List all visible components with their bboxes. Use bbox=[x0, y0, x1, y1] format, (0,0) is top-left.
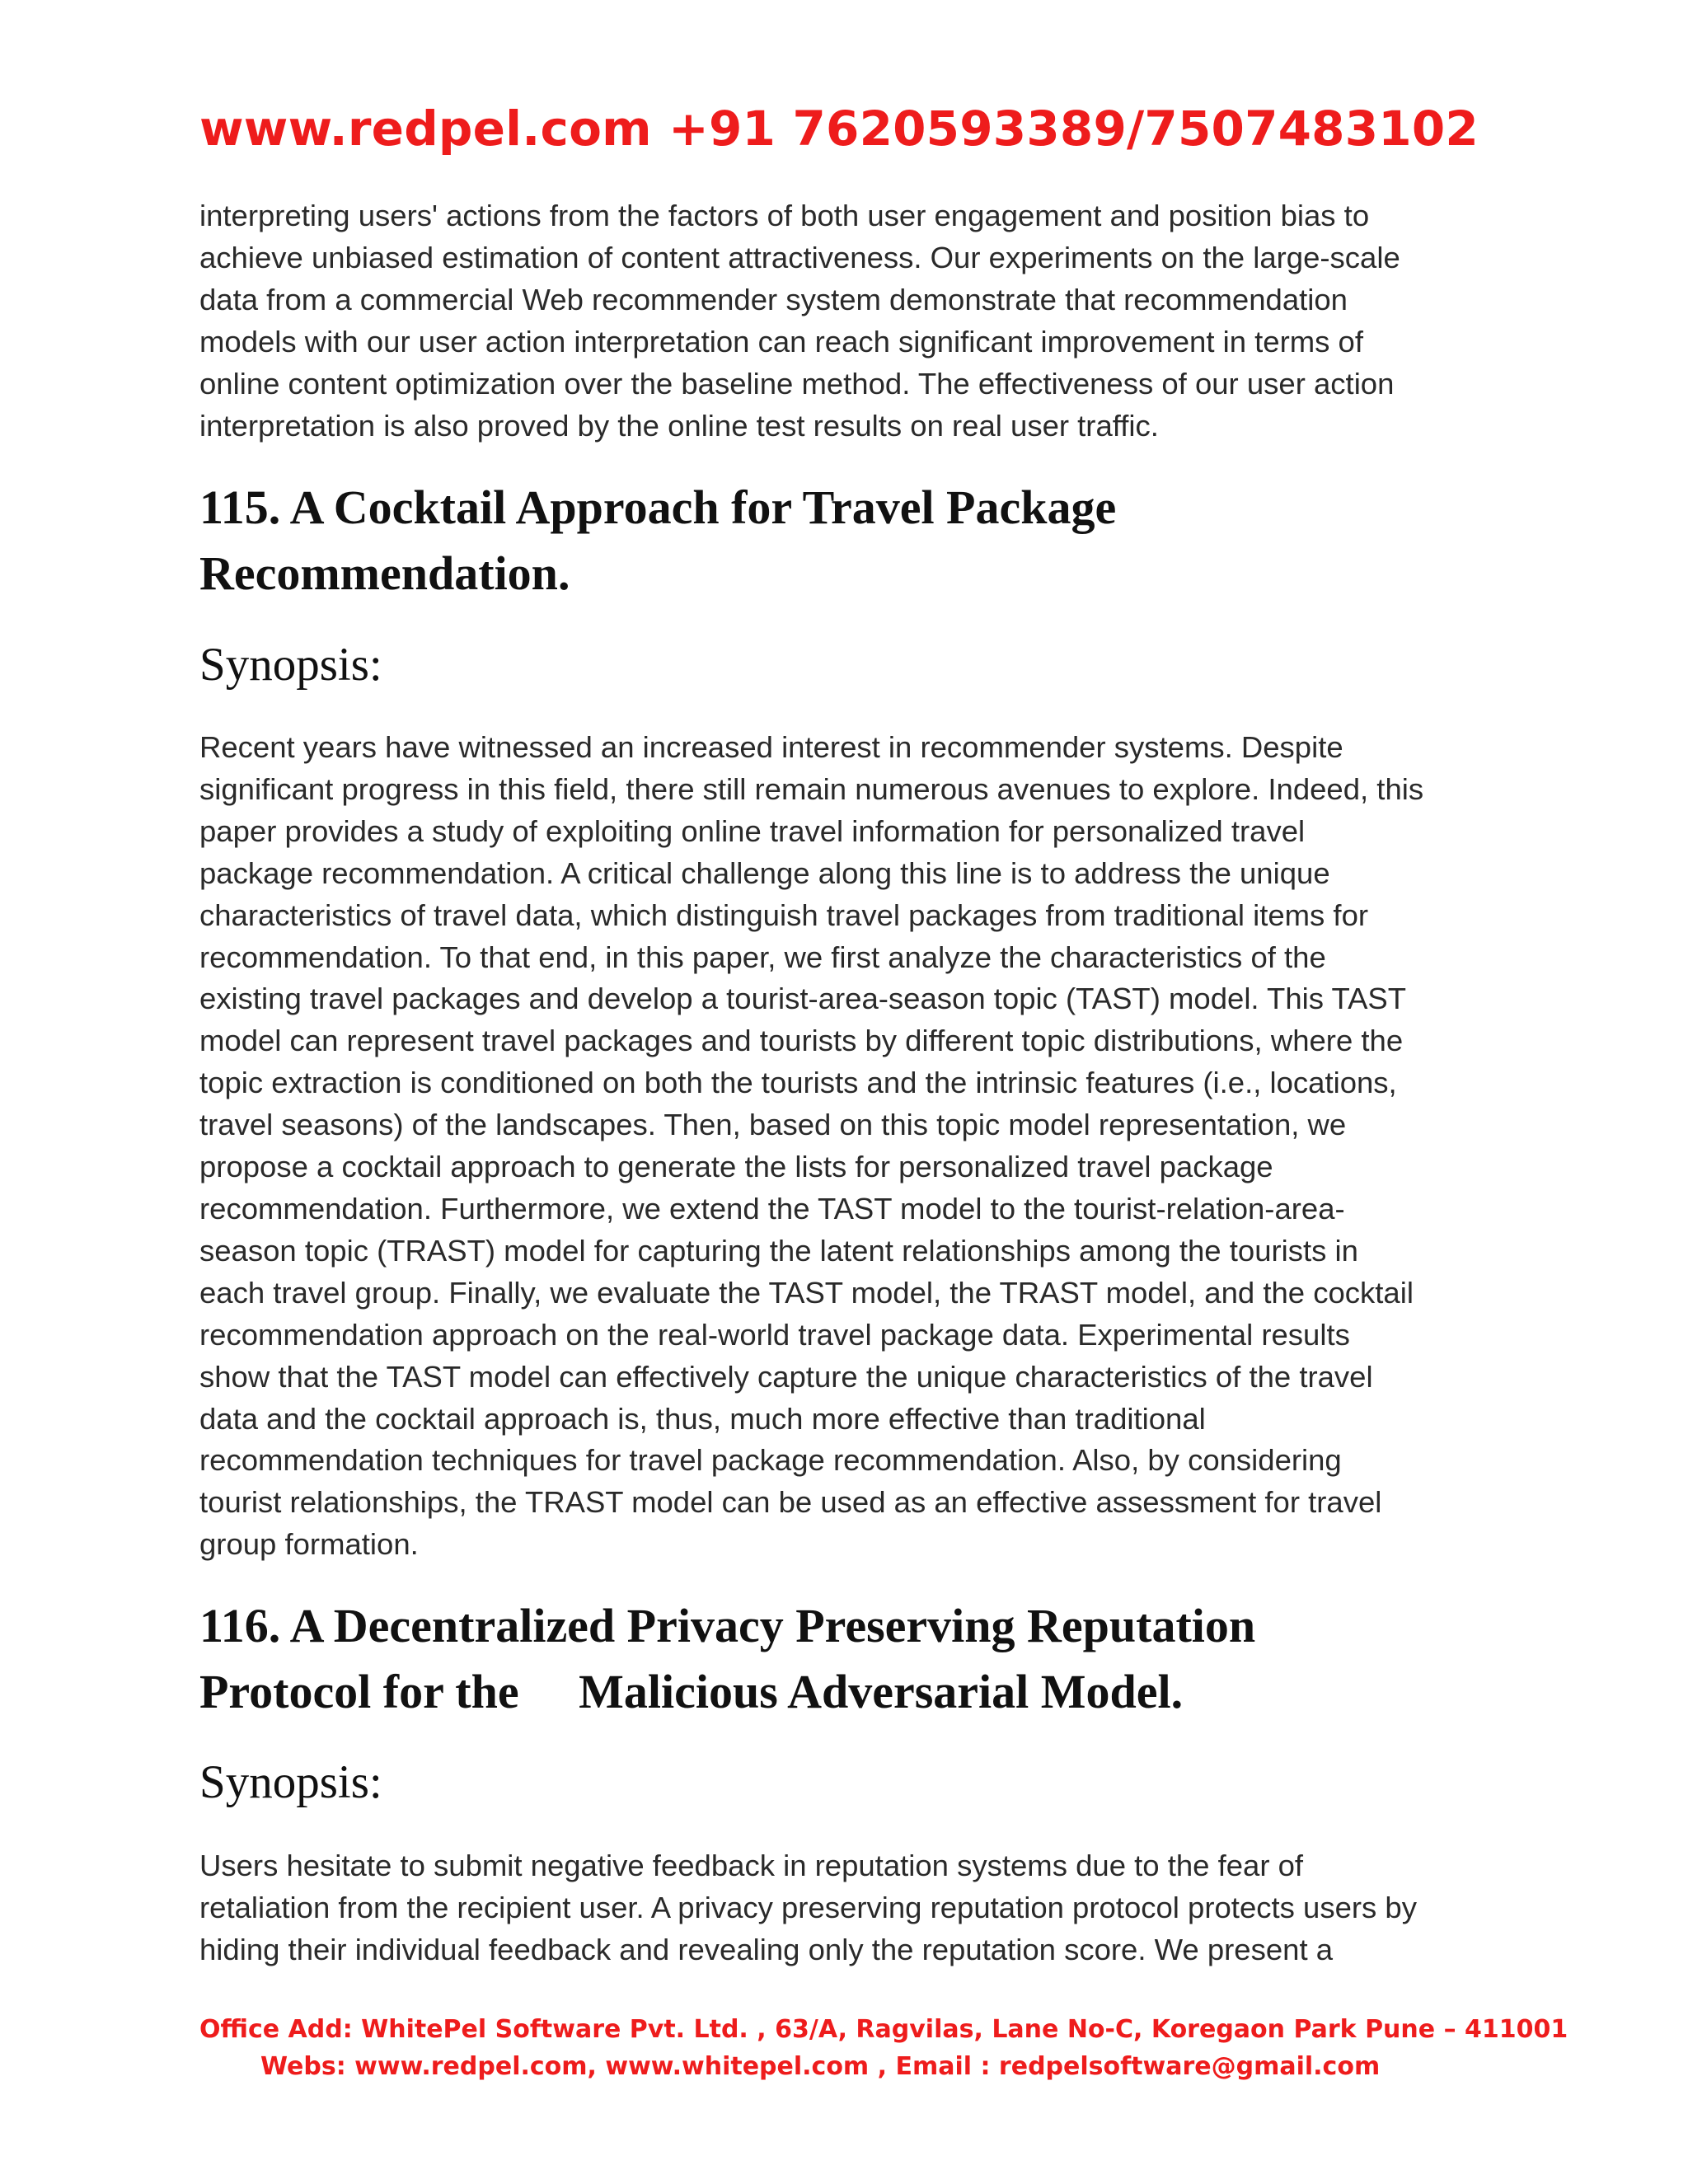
paragraph-line: achieve unbiased estimation of content attractiveness. Our experiments on the large-scale bbox=[199, 240, 1400, 274]
paragraph-line: models with our user action interpretation can reach significant improvement in terms of bbox=[199, 324, 1363, 359]
paragraph-line: recommendation. Furthermore, we extend the TAST model to the tourist-relation-area- bbox=[199, 1191, 1345, 1226]
paragraph-line: package recommendation. A critical challenge along this line is to address the unique bbox=[199, 855, 1330, 890]
title-line: 116. A Decentralized Privacy Preserving Reputation bbox=[199, 1599, 1256, 1652]
paragraph-line: each travel group. Finally, we evaluate the TAST model, the TRAST model, and the cocktail bbox=[199, 1275, 1414, 1310]
paragraph-line: existing travel packages and develop a tourist-area-season topic (TAST) model. This TAST bbox=[199, 982, 1407, 1016]
section-116-synopsis-label: Synopsis: bbox=[199, 1756, 382, 1808]
paragraph-line: travel seasons) of the landscapes. Then, based on this topic model representation, we bbox=[199, 1108, 1347, 1142]
paragraph-line: topic extraction is conditioned on both the tourists and the intrinsic features (i.e., locations, bbox=[199, 1066, 1397, 1100]
page-header-contact: www.redpel.com +91 7620593389/7507483102 bbox=[199, 101, 1479, 157]
section-116-title bbox=[199, 1593, 1255, 1725]
paragraph-line: show that the TAST model can effectively capture the unique characteristics of the travel bbox=[199, 1359, 1373, 1394]
paragraph-line: paper provides a study of exploiting online travel information for personalized travel bbox=[199, 813, 1306, 848]
section-115-synopsis-label: Synopsis: bbox=[199, 639, 382, 691]
footer-websites-email: Webs: www.redpel.com, www.whitepel.com , Email : redpelsoftware@gmail.com bbox=[260, 2052, 1381, 2081]
paragraph-line: data and the cocktail approach is, thus, much more effective than traditional bbox=[199, 1401, 1206, 1436]
paragraph-line: Users hesitate to submit negative feedback in reputation systems due to the fear of bbox=[199, 1849, 1304, 1882]
paragraph-line: tourist relationships, the TRAST model can be used as an effective assessment for travel bbox=[199, 1485, 1382, 1520]
paragraph-line: recommendation techniques for travel package recommendation. Also, by considering bbox=[199, 1443, 1342, 1478]
paragraph-line: significant progress in this field, there still remain numerous avenues to explore. Indeed, this bbox=[199, 771, 1424, 806]
section-115-title bbox=[199, 475, 1116, 607]
title-line: Protocol for the Malicious Adversarial Model. bbox=[199, 1665, 1184, 1718]
paragraph-line: Recent years have witnessed an increased interest in recommender systems. Despite bbox=[199, 730, 1343, 764]
paragraph-line: characteristics of travel data, which distinguish travel packages from traditional items for bbox=[199, 898, 1369, 932]
title-line: Recommendation. bbox=[199, 546, 570, 600]
paragraph-line: season topic (TRAST) model for capturing the latent relationships among the tourists in bbox=[199, 1233, 1358, 1268]
paragraph-line: propose a cocktail approach to generate the lists for personalized travel package bbox=[199, 1150, 1273, 1184]
footer-office-address: Office Add: WhitePel Software Pvt. Ltd. , 63/A, Ragvilas, Lane No-C, Koregaon Park Pune – 411001 bbox=[199, 2015, 1568, 2044]
paragraph-line: recommendation approach on the real-world travel package data. Experimental results bbox=[199, 1317, 1350, 1352]
paragraph-line: group formation. bbox=[199, 1527, 419, 1562]
title-line: 115. A Cocktail Approach for Travel Package bbox=[199, 480, 1117, 534]
paragraph-line: online content optimization over the baseline method. The effectiveness of our user action bbox=[199, 366, 1395, 401]
paragraph-line: retaliation from the recipient user. A privacy preserving reputation protocol protects users by bbox=[199, 1890, 1417, 1924]
section-116-body bbox=[199, 1845, 1502, 1971]
paragraph-line: recommendation. To that end, in this paper, we first analyze the characteristics of the bbox=[199, 940, 1326, 974]
paragraph-line: model can represent travel packages and tourists by different topic distributions, where the bbox=[199, 1024, 1404, 1058]
intro-paragraph bbox=[199, 195, 1502, 447]
paragraph-line: hiding their individual feedback and revealing only the reputation score. We present a bbox=[199, 1932, 1334, 1966]
section-115-body bbox=[199, 727, 1502, 1566]
paragraph-line: interpreting users' actions from the factors of both user engagement and position bias to bbox=[199, 199, 1370, 232]
paragraph-line: interpretation is also proved by the online test results on real user traffic. bbox=[199, 408, 1159, 443]
paragraph-line: data from a commercial Web recommender system demonstrate that recommendation bbox=[199, 282, 1348, 316]
